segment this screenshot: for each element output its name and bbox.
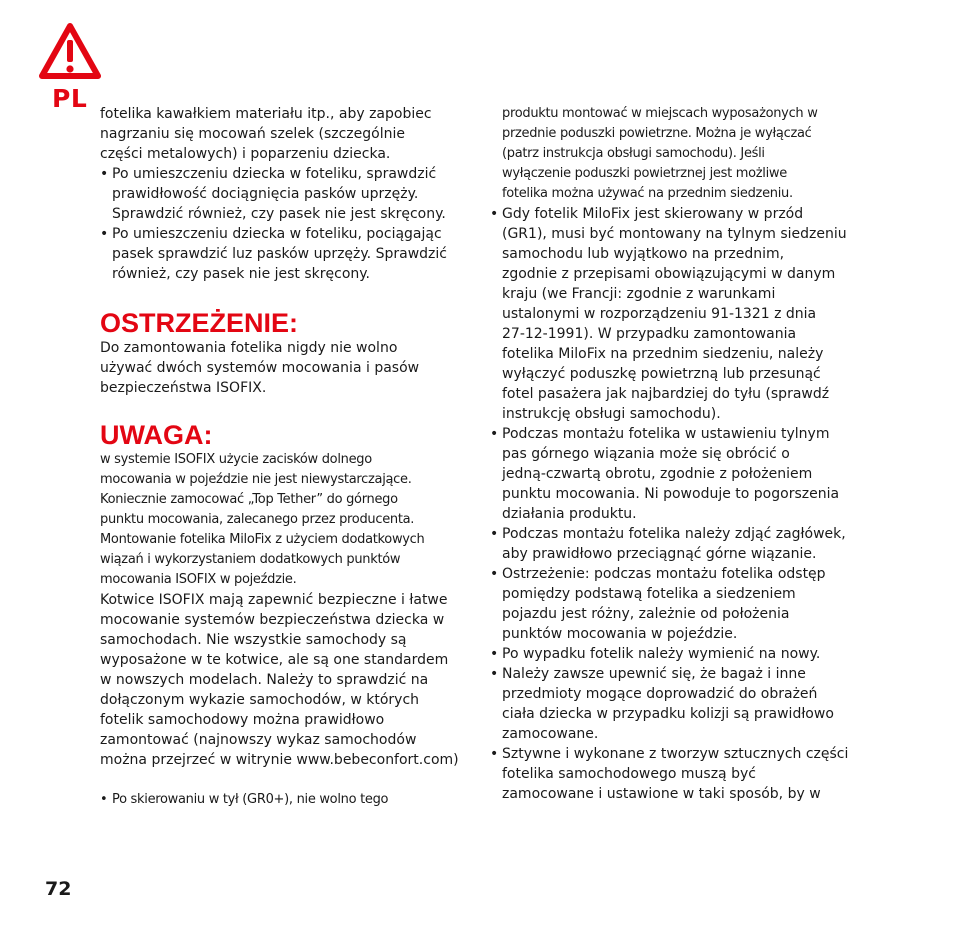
bullet-item [490,524,855,564]
text-line: Koniecznie zamocować „Top Tether” do górnego [100,492,398,507]
text-line: • Po umieszczeniu dziecka w foteliku, pociągając [112,226,442,242]
text-line: Montowanie fotelika MiloFix z użyciem dodatkowych [100,532,425,547]
bullet-item [490,664,855,744]
bullet-item [100,164,465,224]
text-line: fotelik samochodowy można prawidłowo [100,712,385,728]
text-line: samochodach. Nie wszystkie samochody są [100,632,407,648]
text-line: ustalonymi w rozporządzeniu 91-1321 z dnia [502,306,817,322]
text-line: ciała dziecka w przypadku kolizji są prawidłowo [502,706,834,722]
text-line: wyłączenie poduszki powietrznej jest możliwe [502,166,787,181]
text-line: fotelika kawałkiem materiału itp., aby zapobiec [100,106,432,122]
text-line: prawidłowość dociągnięcia pasków uprzęży. [112,186,419,202]
bullet-item [490,424,855,524]
left-column [100,104,465,810]
text-line: (patrz instrukcja obsługi samochodu). Jeśli [502,146,765,161]
text-line: wyposażone w te kotwice, ale są one standardem [100,652,449,668]
text-line: • Podczas montażu fotelika w ustawieniu tylnym [502,426,830,442]
text-line: samochodu lub wyjątkowo na przednim, [502,246,785,262]
text-line: punktu mocowania. Ni powoduje to pogorszenia [502,486,840,502]
bullet-item [490,204,855,424]
bullet-item [490,564,855,644]
text-line: pomiędzy podstawą fotelika a siedzeniem [502,586,796,602]
text-line: zamontować (najnowszy wykaz samochodów [100,732,417,748]
text-line: jedną-czwartą obrotu, zgodnie z położeniem [502,466,813,482]
text-line: aby prawidłowo przeciągnąć górne wiązanie. [502,546,817,562]
text-line: Sprawdzić również, czy pasek nie jest skręcony. [112,206,446,222]
note-text-isofix [100,450,465,590]
warning-triangle-icon [38,22,102,82]
text-line: punktów mocowania w pojeździe. [502,626,738,642]
text-line: • Podczas montażu fotelika należy zdjąć zagłówek, [502,526,846,542]
text-line: 27-12-1991). W przypadku zamontowania [502,326,797,342]
text-line: produktu montować w miejscach wyposażonych w [502,106,818,121]
text-line: • Po skierowaniu w tył (GR0+), nie wolno tego [112,792,389,807]
text-line: pojazdu jest różny, zależnie od położenia [502,606,790,622]
text-line: wyłączyć poduszkę powietrzną lub przesunąć [502,366,821,382]
text-line: mocowania w pojeździe nie jest niewystarczające. [100,472,412,487]
text-line: można przejrzeć w witrynie www.bebeconfort.com) [100,752,459,768]
language-label: PL [52,84,88,113]
text-line: używać dwóch systemów mocowania i pasów [100,360,420,376]
text-line: • Po wypadku fotelik należy wymienić na nowy. [502,646,821,662]
text-line: dołączonym wykazie samochodów, w których [100,692,420,708]
text-line: (GR1), musi być montowany na tylnym siedzeniu [502,226,847,242]
text-line: w nowszych modelach. Należy to sprawdzić na [100,672,429,688]
bullet-item [490,644,855,664]
text-line: przednie poduszki powietrzne. Można je wyłączać [502,126,812,141]
text-line: fotel pasażera jak najbardziej do tyłu (sprawdź [502,386,830,402]
page-number: 72 [45,878,72,900]
left-intro-text [100,104,465,164]
text-line: Do zamontowania fotelika nigdy nie wolno [100,340,398,356]
text-line: punktu mocowania, zalecanego przez producenta. [100,512,415,527]
text-line: • Po umieszczeniu dziecka w foteliku, sprawdzić [112,166,437,182]
text-line: • Sztywne i wykonane z tworzyw sztucznych części [502,746,849,762]
text-line: wiązań i wykorzystaniem dodatkowych punktów [100,552,401,567]
text-line: zamocowane i ustawione w taki sposób, by w [502,786,821,802]
right-column [490,104,855,804]
text-line: zgodnie z przepisami obowiązującymi w danym [502,266,836,282]
warning-heading: OSTRZEŻENIE: [100,308,299,338]
text-line: mocowania ISOFIX w pojeździe. [100,572,297,587]
text-line: części metalowych) i poparzeniu dziecka. [100,146,391,162]
text-line: pas górnego wiązania może się obrócić o [502,446,790,462]
text-line: • Gdy fotelik MiloFix jest skierowany w przód [502,206,804,222]
bullet-item [100,224,465,284]
text-line: również, czy pasek nie jest skręcony. [112,266,371,282]
text-line: działania produktu. [502,506,637,522]
text-line: zamocowane. [502,726,599,742]
right-intro-text [490,104,855,204]
bullet-item [490,744,855,804]
text-line: mocowanie systemów bezpieczeństwa dziecka w [100,612,445,628]
text-line: przedmioty mogące doprowadzić do obrażeń [502,686,818,702]
text-line: fotelika MiloFix na przednim siedzeniu, należy [502,346,824,362]
text-line: fotelika można używać na przednim siedzeniu. [502,186,793,201]
text-line: • Ostrzeżenie: podczas montażu fotelika odstęp [502,566,826,582]
note-text-anchors [100,590,465,770]
text-line: pasek sprawdzić luz pasków uprzęży. Sprawdzić [112,246,447,262]
note-heading: UWAGA: [100,420,213,450]
text-line: kraju (we Francji: zgodnie z warunkami [502,286,776,302]
warning-text [100,338,465,398]
text-line: instrukcję obsługi samochodu). [502,406,721,422]
text-line: fotelika samochodowego muszą być [502,766,756,782]
text-line: • Należy zawsze upewnić się, że bagaż i inne [502,666,806,682]
bullet-item [100,790,465,810]
text-line: Kotwice ISOFIX mają zapewnić bezpieczne i łatwe [100,592,448,608]
text-line: w systemie ISOFIX użycie zacisków dolnego [100,452,372,467]
text-line: bezpieczeństwa ISOFIX. [100,380,267,396]
text-line: nagrzaniu się mocowań szelek (szczególnie [100,126,405,142]
